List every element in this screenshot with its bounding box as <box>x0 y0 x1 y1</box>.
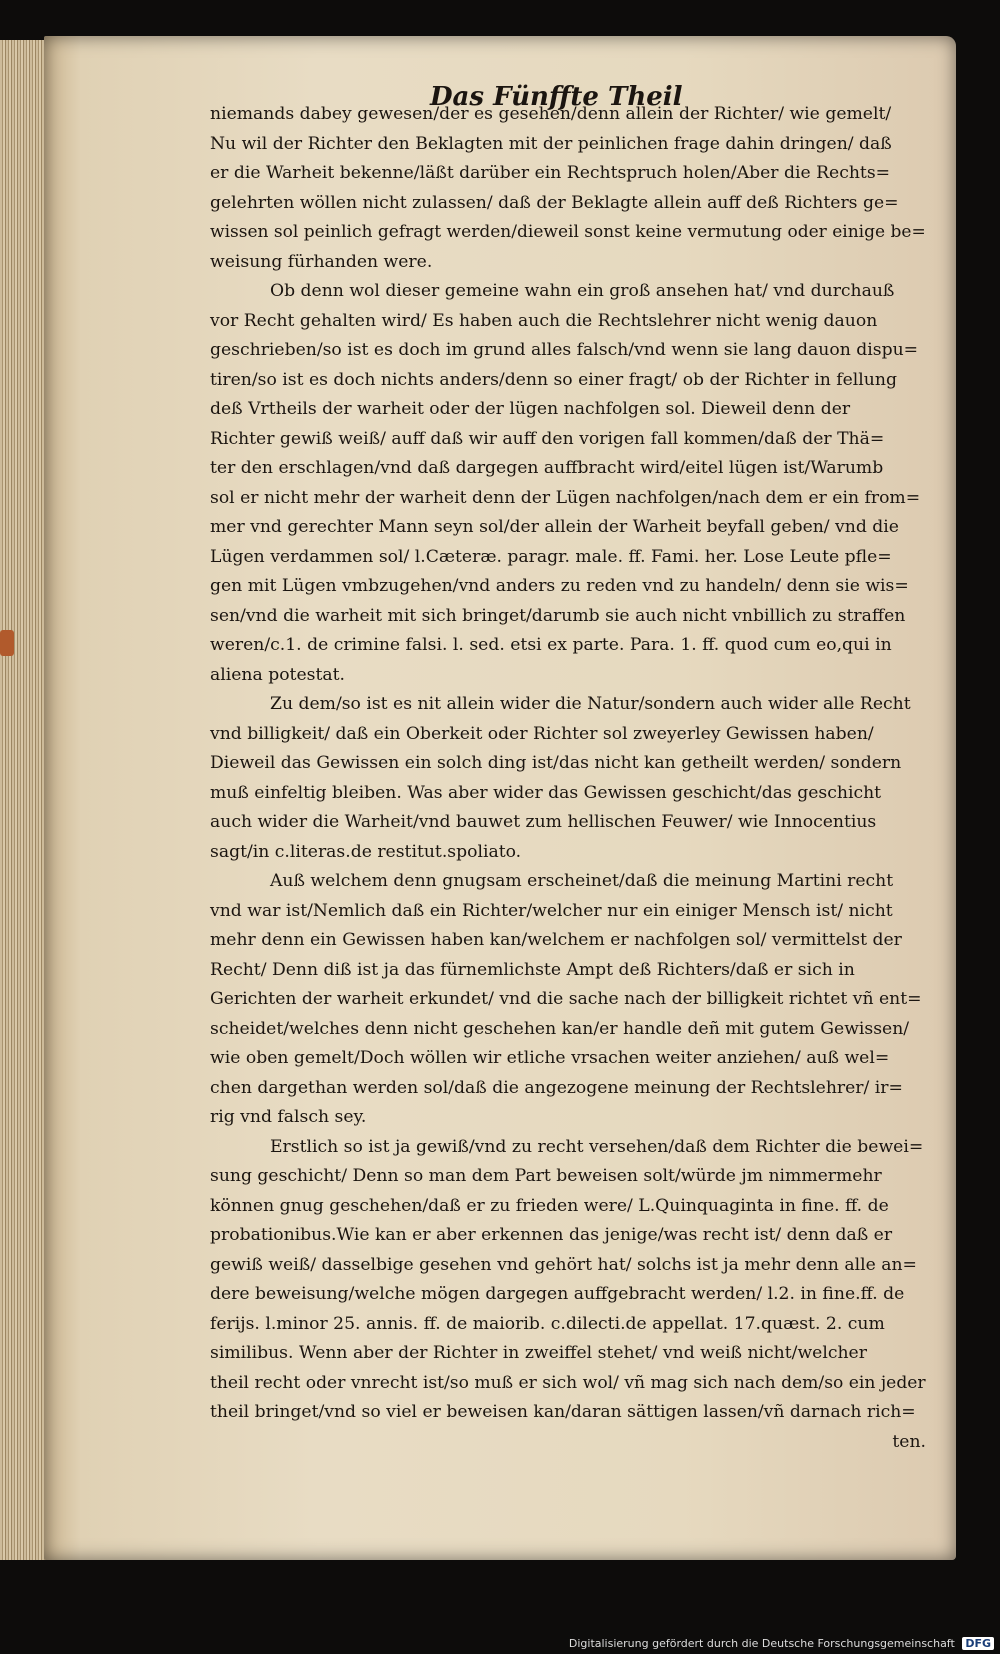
text-line: Richter gewiß weiß/ auff daß wir auff den vorigen fall kommen/daß der Thä= <box>210 428 885 449</box>
text-line: Lügen verdammen sol/ l.Cæteræ. paragr. male. ff. Fami. her. Lose Leute pfle= <box>210 546 892 567</box>
text-line: mehr denn ein Gewissen haben kan/welchem er nachfolgen sol/ vermittelst der <box>210 930 902 950</box>
text-line: deß Vrtheils der warheit oder der lügen nachfolgen sol. Dieweil denn der <box>210 399 851 419</box>
text-line: sen/vnd die warheit mit sich bringet/darumb sie auch nicht vnbillich zu straffen <box>210 605 906 626</box>
text-line: dere beweisung/welche mögen dargegen auffgebracht werden/ l.2. in fine.ff. de <box>210 1284 905 1304</box>
text-line: similibus. Wenn aber der Richter in zweiffel stehet/ vnd weiß nicht/welcher <box>210 1343 867 1363</box>
text-line: scheidet/welches denn nicht geschehen kan/er handle deñ mit gutem Gewissen/ <box>210 1018 910 1039</box>
text-line: mer vnd gerechter Mann seyn sol/der allein der Warheit beyfall geben/ vnd die <box>210 517 899 537</box>
digitization-credit <box>569 1637 994 1650</box>
paragraph <box>210 867 926 1133</box>
text-line: theil bringet/vnd so viel er beweisen kan/daran sättigen lassen/vñ darnach rich= <box>210 1402 916 1422</box>
text-line: wie oben gemelt/Doch wöllen wir etliche vrsachen weiter anziehen/ auß wel= <box>210 1048 890 1068</box>
text-line: theil recht oder vnrecht ist/so muß er sich wol/ vñ mag sich nach dem/so ein jeder <box>210 1372 926 1393</box>
text-line: sung geschicht/ Denn so man dem Part beweisen solt/würde jm nimmermehr <box>210 1166 882 1186</box>
text-line: sagt/in c.literas.de restitut.spoliato. <box>210 841 522 862</box>
text-line: tiren/so ist es doch nichts anders/denn so einer fragt/ ob der Richter in fellung <box>210 369 897 390</box>
text-line: Recht/ Denn diß ist ja das fürnemlichste Ampt deß Richters/daß er sich in <box>210 959 855 980</box>
text-line: können gnug geschehen/daß er zu frieden were/ L.Quinquaginta in fine. ff. de <box>210 1195 889 1216</box>
text-line: Ob denn wol dieser gemeine wahn ein groß ansehen hat/ vnd durchauß <box>270 281 895 301</box>
page-clip <box>0 630 14 656</box>
paragraph <box>210 1133 926 1428</box>
text-line: probationibus.Wie kan er aber erkennen das jenige/was recht ist/ denn daß er <box>210 1225 893 1245</box>
book-page-edges <box>0 40 48 1560</box>
text-line: Auß welchem denn gnugsam erscheinet/daß die meinung Martini recht <box>270 871 894 891</box>
text-line: er die Warheit bekenne/läßt darüber ein Rechtspruch holen/Aber die Rechts= <box>210 163 891 183</box>
text-line: gelehrten wöllen nicht zulassen/ daß der Beklagte allein auff deß Richters ge= <box>210 192 899 213</box>
dfg-logo: DFG <box>962 1637 994 1650</box>
text-line: ferijs. l.minor 25. annis. ff. de maiorib. c.dilecti.de appellat. 17.quæst. 2. cum <box>210 1313 885 1334</box>
text-line: gen mit Lügen vmbzugehen/vnd anders zu reden vnd zu handeln/ denn sie wis= <box>210 576 909 596</box>
paragraph <box>210 277 926 690</box>
text-line: niemands dabey gewesen/der es gesehen/denn allein der Richter/ wie gemelt/ <box>210 104 892 124</box>
text-line: sol er nicht mehr der warheit denn der Lügen nachfolgen/nach dem er ein from= <box>210 487 921 508</box>
body-text <box>210 100 926 1457</box>
text-line: vnd billigkeit/ daß ein Oberkeit oder Richter sol zweyerley Gewissen haben/ <box>210 723 874 744</box>
credit-text: Digitalisierung gefördert durch die Deutsche Forschungsgemeinschaft <box>568 1637 955 1650</box>
text-line: Nu wil der Richter den Beklagten mit der peinlichen frage dahin dringen/ daß <box>210 133 892 154</box>
text-line: vor Recht gehalten wird/ Es haben auch die Rechtslehrer nicht wenig dauon <box>210 310 878 331</box>
text-line: aliena potestat. <box>210 664 345 685</box>
text-line: Zu dem/so ist es nit allein wider die Natur/sondern auch wider alle Recht <box>270 694 911 714</box>
text-line: weisung fürhanden were. <box>210 251 433 272</box>
text-line: Erstlich so ist ja gewiß/vnd zu recht versehen/daß dem Richter die bewei= <box>270 1136 924 1157</box>
text-line: Dieweil das Gewissen ein solch ding ist/das nicht kan getheilt werden/ sondern <box>210 753 902 773</box>
text-line: ter den erschlagen/vnd daß dargegen auffbracht wird/eitel lügen ist/Warumb <box>210 458 884 478</box>
catchword: ten. <box>892 1431 926 1452</box>
paragraph <box>210 100 926 277</box>
text-line: geschrieben/so ist es doch im grund alles falsch/vnd wenn sie lang dauon dispu= <box>210 340 919 360</box>
text-line: vnd war ist/Nemlich daß ein Richter/welcher nur ein einiger Mensch ist/ nicht <box>210 900 893 921</box>
text-line: wissen sol peinlich gefragt werden/dieweil sonst keine vermutung oder einige be= <box>210 222 926 242</box>
text-line: chen dargethan werden sol/daß die angezogene meinung der Rechtslehrer/ ir= <box>210 1077 903 1098</box>
text-line: weren/c.1. de crimine falsi. l. sed. etsi ex parte. Para. 1. ff. quod cum eo,qui in <box>210 635 892 655</box>
text-line: gewiß weiß/ dasselbige gesehen vnd gehört hat/ solchs ist ja mehr denn alle an= <box>210 1254 917 1275</box>
text-line: muß einfeltig bleiben. Was aber wider das Gewissen geschicht/das geschicht <box>210 782 882 803</box>
running-head: Das Fünffte Theil <box>430 82 683 112</box>
text-line: rig vnd falsch sey. <box>210 1107 367 1127</box>
text-line: auch wider die Warheit/vnd bauwet zum hellischen Feuwer/ wie Innocentius <box>210 812 877 832</box>
paragraph <box>210 690 926 867</box>
text-line: Gerichten der warheit erkundet/ vnd die sache nach der billigkeit richtet vñ ent= <box>210 989 922 1009</box>
